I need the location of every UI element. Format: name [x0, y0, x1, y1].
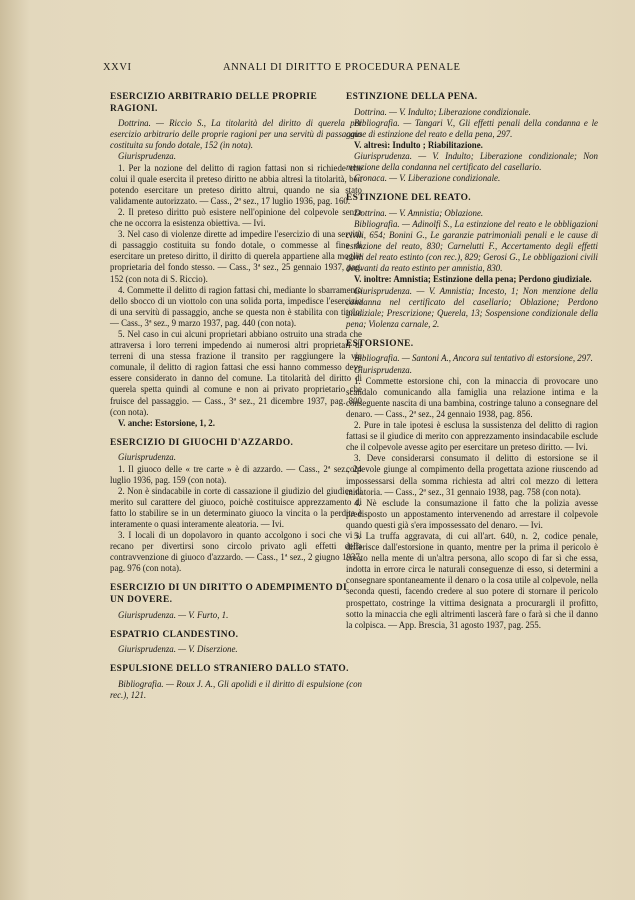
paragraph: Bibliografia. — Santoni A., Ancora sul tentativo di estorsione, 297.	[354, 353, 593, 364]
see-also: V. anche: Estorsione, 1, 2.	[118, 417, 215, 428]
paragraph: 3. Deve considerarsi consumato il delitto di estorsione se il colpevole giunge al compimento della progettata azione riuscendo ad impossessarsi della somma richiesta ad altri col mezzo di lettera minatoria. — Cass., 2ª sez., 31 gennaio 1938, pag. 758 (con nota).	[346, 453, 598, 497]
paragraph: V. altresì: Indulto ; Riabilitazione.	[354, 139, 483, 150]
paragraph: Giurisprudenza. — V. Indulto; Liberazione condizionale; Non menzione della condanna nel certificato del casellario.	[346, 150, 598, 173]
paragraph: 3. I locali di un dopolavoro in quanto accolgono i soci che vi si recano per divertirsi sono circolo privato agli effetti della contravvenzione di giuoco d'azzardo. — Cass., 1ª sez., 2 giugno 1937, pag. 976 (con nota).	[110, 530, 362, 574]
paragraph: 5. La truffa aggravata, di cui all'art. 640, n. 2, codice penale, differisce dall'estorsione in quanto, mentre per la prima il pericolo è creato nella mente di un'altra persona, allo scopo di far sì che essa, indotta in errore circa le naturali conseguenze di esso, si determini a consegnare spontaneamente il denaro o la cosa utile al colpevole, nella seconda questi, facendo credere al suo potere di stornare il pericolo prospettato, costringe la vittima designata a procurargli il profitto, sotto la minaccia che egli altrimenti lascerà fare o farà sì che il danno la colpisca. — App. Brescia, 31 agosto 1937, pag. 255.	[346, 530, 598, 630]
paragraph: 3. Nel caso di violenze dirette ad impedire l'esercizio di una servitù di passaggio costituita su fondo dotale, o commesse al fine di esercitare un preteso diritto, il diritto di querela appartiene alla moglie proprietaria del fondo stesso. — Cass., 3ª sez., 25 gennaio 1937, pag. 152 (con nota di S. Riccio).	[110, 229, 362, 284]
section-heading: ESTINZIONE DELLA PENA.	[346, 92, 478, 102]
dottrina-entry: Dottrina. — Riccio S., La titolarità del diritto di querela per esercizio arbitrario delle proprie ragioni per una servitù di passaggio costituita su fondo dotale, 152 (in nota).	[110, 118, 362, 151]
paragraph: Cronaca. — V. Liberazione condizionale.	[354, 173, 501, 184]
paragraph: 1. Commette estorsione chi, con la minaccia di provocare uno scandalo comunicando alla famiglia una relazione intima e la conseguente nascita di una bambina, costringe taluno a consegnare del denaro. — Cass., 2ª sez., 24 gennaio 1938, pag. 856.	[346, 375, 598, 419]
subheading: Giurisprudenza.	[118, 151, 176, 162]
paragraph: Bibliografia. — Adinolfi S., La estinzione del reato e le obbligazioni civili, 654; Bonini G., Le garanzie patrimoniali penali e le cause di estinzione del reato, 830; Carnelutti F., Accertamento degli effetti civili del reato estinto (con rec.), 829; Gerosi G., Le obbligazioni civili derivanti da reato estinto per amnistia, 830.	[346, 218, 598, 274]
section-heading: ESERCIZIO DI UN DIRITTO O ADEMPIMENTO DI UN DOVERE.	[110, 583, 348, 606]
subheading: Giurisprudenza.	[118, 452, 176, 463]
paragraph: 1. Per la nozione del delitto di ragion fattasi non si richiede che colui il quale esercita il preteso diritto ne abbia altresì la titolarità, ben potendo esercitare un preteso diritto altrui, quando ne sia stato validamente autorizzato. — Cass., 2ª sez., 17 luglio 1936, pag. 160.	[110, 162, 362, 206]
paragraph: Dottrina. — V. Amnistia; Oblazione.	[354, 207, 484, 218]
paragraph: Giurisprudenza. — V. Furto, 1.	[118, 609, 229, 620]
left-column	[110, 92, 362, 701]
page-number: XXVI	[103, 62, 132, 73]
section-heading: ESERCIZIO DI GIUOCHI D'AZZARDO.	[110, 437, 294, 448]
paragraph: 2. Non è sindacabile in corte di cassazione il giudizio del giudice di merito sul carattere del giuoco, poichè costituisce apprezzamento di fatto lo stabilire se in un determinato giuoco la vincita o la perdita è interamente o quasi interamente aleatoria. — Ivi.	[110, 485, 362, 529]
paragraph: 2. Pure in tale ipotesi è esclusa la sussistenza del delitto di ragion fattasi se il giudice di merito con apprezzamento insindacabile esclude che il colpevole avesse agito per esercitare un preteso diritto. — Ivi.	[346, 420, 598, 453]
paragraph: V. inoltre: Amnistia; Estinzione della pena; Perdono giudiziale.	[354, 274, 592, 285]
paragraph: 4. Commette il delitto di ragion fattasi chi, mediante lo sbarramento dello sbocco di un viottolo con una solida porta, impedisce l'esercizio di una servitù di passaggio, anche se questa non è stabilita con titolo. — Cass., 3ª sez., 9 marzo 1937, pag. 440 (con nota).	[110, 284, 362, 328]
section-heading: ESERCIZIO ARBITRARIO DELLE PROPRIE RAGIONI.	[110, 92, 318, 114]
paragraph: 4. Nè esclude la consumazione il fatto che la polizia avesse predisposto un appostamento intervenendo ad arrestare il colpevole quando questi già s'era impossessato del denaro. — Ivi.	[346, 497, 598, 530]
section-heading: ESTORSIONE.	[346, 338, 414, 349]
paragraph: Giurisprudenza. — V. Amnistia; Incesto, 1; Non menzione della condanna nel certificato del casellario; Oblazione; Perdono giudiziale; Prescrizione; Querela, 13; Sospensione condizionale della pena; Violenza carnale, 2.	[346, 285, 598, 329]
right-column	[346, 92, 598, 631]
section-heading: ESTINZIONE DEL REATO.	[346, 193, 472, 204]
running-title: ANNALI DI DIRITTO E PROCEDURA PENALE	[223, 62, 461, 73]
paragraph: Bibliografia. — Roux J. A., Gli apolidi e il diritto di espulsione (con rec.), 121.	[110, 679, 362, 701]
section-heading: ESPATRIO CLANDESTINO.	[110, 629, 239, 640]
page-header	[103, 54, 603, 74]
paragraph: Bibliografia. — Tangari V., Gli effetti penali della condanna e le cause di estinzione del reato e della pena, 297.	[346, 117, 598, 139]
paragraph: 1. Il giuoco delle « tre carte » è di azzardo. — Cass., 2ª sez., 24 luglio 1936, pag. 159 (con nota).	[110, 463, 362, 485]
paragraph: 5. Nel caso in cui alcuni proprietari abbiano ostruito una strada che attraversa i loro terreni impedendo ai numerosi altri proprietari di terreni di una stessa frazione il transito per raggiungere la via comunale, il delitto di ragion fattasi che essi hanno commesso deve essere considerato in danno del comune. La titolarità del diritto di querela spetta quindi al comune e non ai privato proprietario che fruisce del passaggio. — Cass., 3ª sez., 21 dicembre 1937, pag. 800 (con nota).	[110, 328, 362, 417]
paragraph: 2. Il preteso diritto può esistere nell'opinione del colpevole senza che ne occorra la esistenza obiettiva. — Ivi.	[110, 206, 362, 229]
paragraph: Giurisprudenza. — V. Diserzione.	[118, 644, 238, 655]
paragraph: Dottrina. — V. Indulto; Liberazione condizionale.	[354, 106, 531, 117]
section-heading: ESPULSIONE DELLO STRANIERO DALLO STATO.	[110, 664, 349, 675]
subheading: Giurisprudenza.	[354, 364, 412, 375]
